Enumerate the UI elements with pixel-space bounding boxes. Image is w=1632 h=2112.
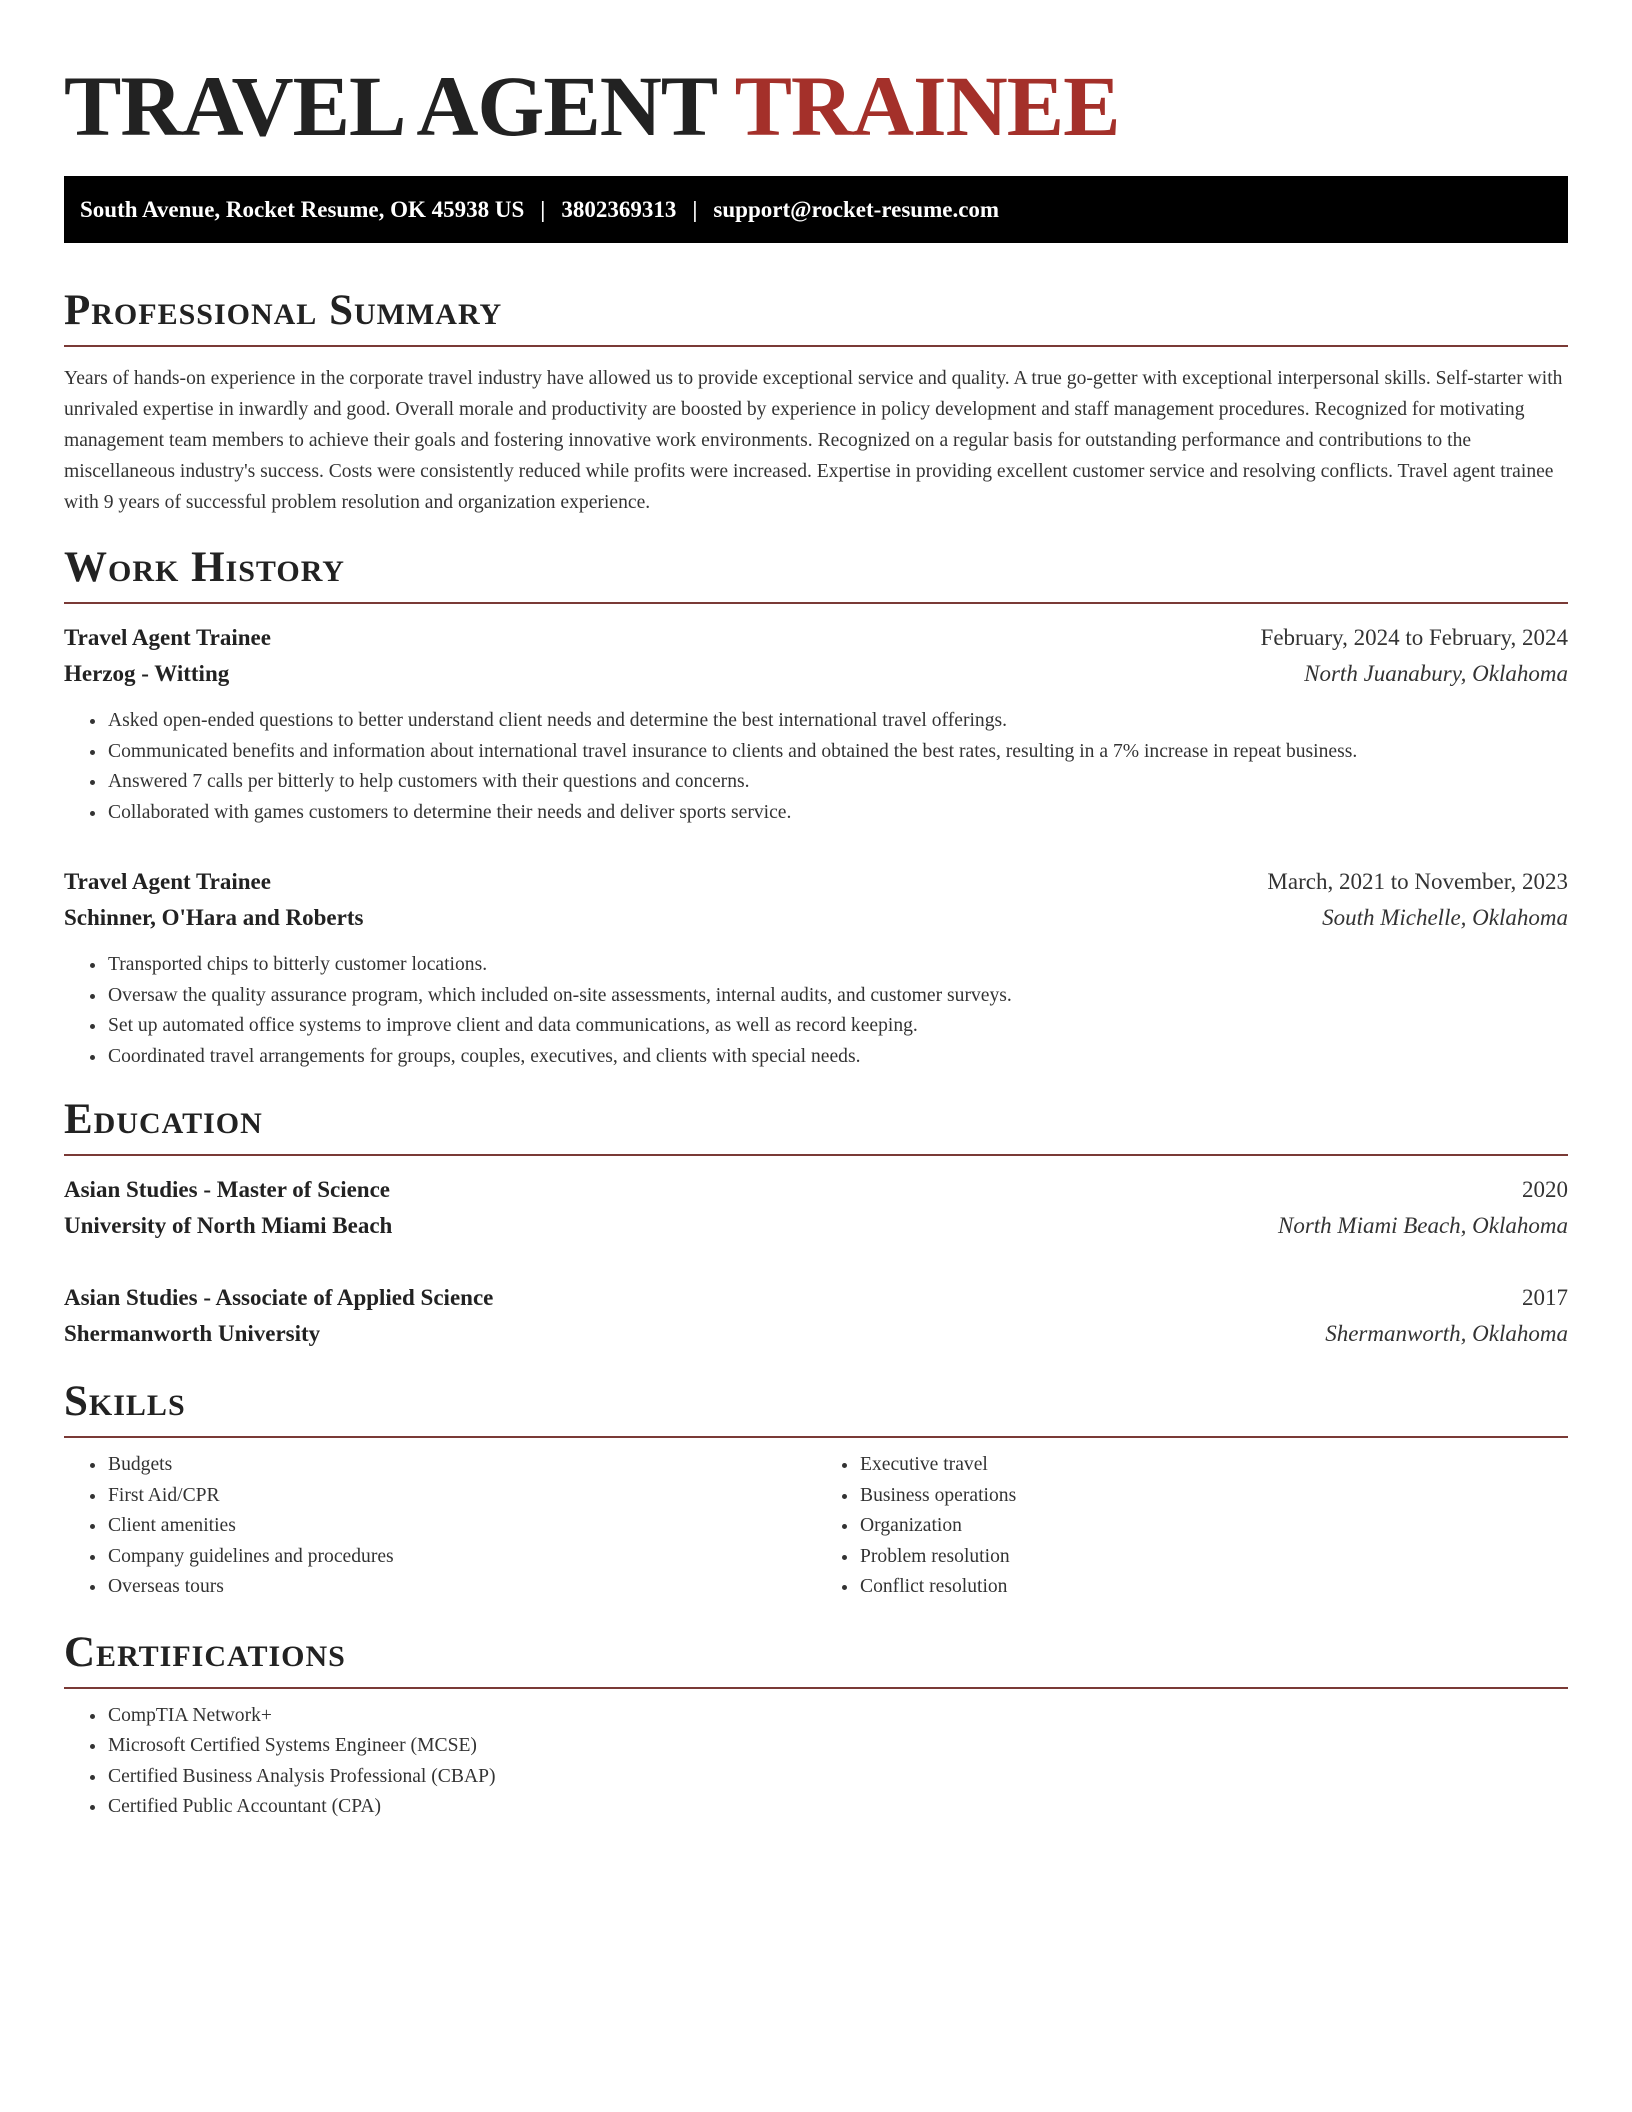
skill-item: • Executive travel [859,1450,1568,1481]
skills-section [64,1378,1568,1603]
skill-item: • First Aid/CPR [107,1481,816,1512]
contact-email: support@rocket-resume.com [713,196,1000,222]
education-degree-row [64,1172,1568,1208]
education-school-row [64,1208,1568,1244]
job-company: Herzog - Witting [64,661,230,686]
job-bullet: • Oversaw the quality assurance program, which included on-site assessments, internal audits, and customer surveys. [107,981,1568,1012]
skill-item: • Business operations [859,1481,1568,1512]
certification-item: • Certified Public Accountant (CPA) [107,1792,1568,1823]
job-company: Schinner, O'Hara and Roberts [64,905,364,930]
education-entry [64,1172,1568,1244]
job-entry [64,620,1568,828]
job-bullet: • Collaborated with games customers to determine their needs and deliver sports service. [107,798,1568,829]
job-dates: March, 2021 to November, 2023 [1267,869,1568,894]
education-location: Shermanworth, Oklahoma [1325,1321,1568,1346]
job-entry [64,864,1568,1072]
education-school-row [64,1316,1568,1352]
education-entry [64,1280,1568,1352]
certifications-section [64,1629,1568,1823]
job-bullet: • Transported chips to bitterly customer locations. [107,950,1568,981]
title-main: TRAVEL AGENT [64,58,716,154]
education-section [64,1096,1568,1352]
job-title-row [64,620,1568,656]
education-heading: Education [64,1096,1568,1156]
summary-heading: Professional Summary [64,287,1568,347]
skills-list-left [64,1450,816,1603]
summary-text: Years of hands-on experience in the corporate travel industry have allowed us to provide exceptional service and quality. A true go-getter with exceptional interpersonal skills. Self-starter with unrivaled expertise in inwardly and good. Overall morale and productivity are boosted by experience in policy development and staff management procedures. Recognized for motivating management team members to achieve their goals and fostering innovative work environments. Recognized on a regular basis for outstanding performance and contributions to the miscellaneous industry's success. Costs were consistently reduced while profits were increased. Expertise in providing excellent customer service and resolving conflicts. Travel agent trainee with 9 years of successful problem resolution and organization experience. [64,368,1563,513]
education-year: 2020 [1522,1177,1568,1202]
certifications-list [64,1701,1568,1823]
work-history-heading: Work History [64,544,1568,604]
work-history-section [64,544,1568,1072]
education-location: North Miami Beach, Oklahoma [1277,1213,1568,1238]
job-bullet: • Asked open-ended questions to better understand client needs and determine the best international travel offerings. [107,706,1568,737]
contact-address: South Avenue, Rocket Resume, OK 45938 US [80,196,525,222]
certification-item: • Certified Business Analysis Professional (CBAP) [107,1762,1568,1793]
job-bullet: • Coordinated travel arrangements for groups, couples, executives, and clients with special needs. [107,1042,1568,1073]
title-accent: TRAINEE [734,58,1120,154]
skill-item: • Organization [859,1511,1568,1542]
skills-list-right [816,1450,1568,1603]
skills-columns [64,1450,1568,1603]
job-title-row [64,864,1568,900]
job-bullet: • Communicated benefits and information about international travel insurance to clients and obtained the best rates, resulting in a 7% increase in repeat business. [107,737,1568,768]
education-school: University of North Miami Beach [64,1213,393,1238]
job-dates: February, 2024 to February, 2024 [1260,625,1568,650]
skill-item: • Budgets [107,1450,816,1481]
certifications-heading: Certifications [64,1629,1568,1689]
skill-item: • Client amenities [107,1511,816,1542]
education-year: 2017 [1522,1285,1568,1310]
job-location: North Juanabury, Oklahoma [1304,661,1568,686]
contact-separator: | [540,196,546,222]
contact-bar [64,176,1568,243]
skill-item: • Conflict resolution [859,1572,1568,1603]
contact-separator: | [692,196,698,222]
summary-section [64,287,1568,518]
job-bullets [64,706,1568,828]
job-title: Travel Agent Trainee [64,869,271,894]
skill-item: • Problem resolution [859,1542,1568,1573]
skill-item: • Overseas tours [107,1572,816,1603]
education-degree: Asian Studies - Master of Science [64,1177,391,1202]
resume-title [64,0,1568,156]
job-company-row [64,656,1568,692]
job-bullets [64,950,1568,1072]
education-degree-row [64,1280,1568,1316]
job-company-row [64,900,1568,936]
skill-item: • Company guidelines and procedures [107,1542,816,1573]
certification-item: • Microsoft Certified Systems Engineer (MCSE) [107,1731,1568,1762]
contact-phone: 3802369313 [561,196,677,222]
job-title: Travel Agent Trainee [64,625,271,650]
education-school: Shermanworth University [64,1321,321,1346]
education-degree: Asian Studies - Associate of Applied Science [64,1285,494,1310]
certification-item: • CompTIA Network+ [107,1701,1568,1732]
job-location: South Michelle, Oklahoma [1322,905,1568,930]
skills-heading: Skills [64,1378,1568,1438]
job-bullet: • Answered 7 calls per bitterly to help customers with their questions and concerns. [107,767,1568,798]
job-bullet: • Set up automated office systems to improve client and data communications, as well as record keeping. [107,1011,1568,1042]
